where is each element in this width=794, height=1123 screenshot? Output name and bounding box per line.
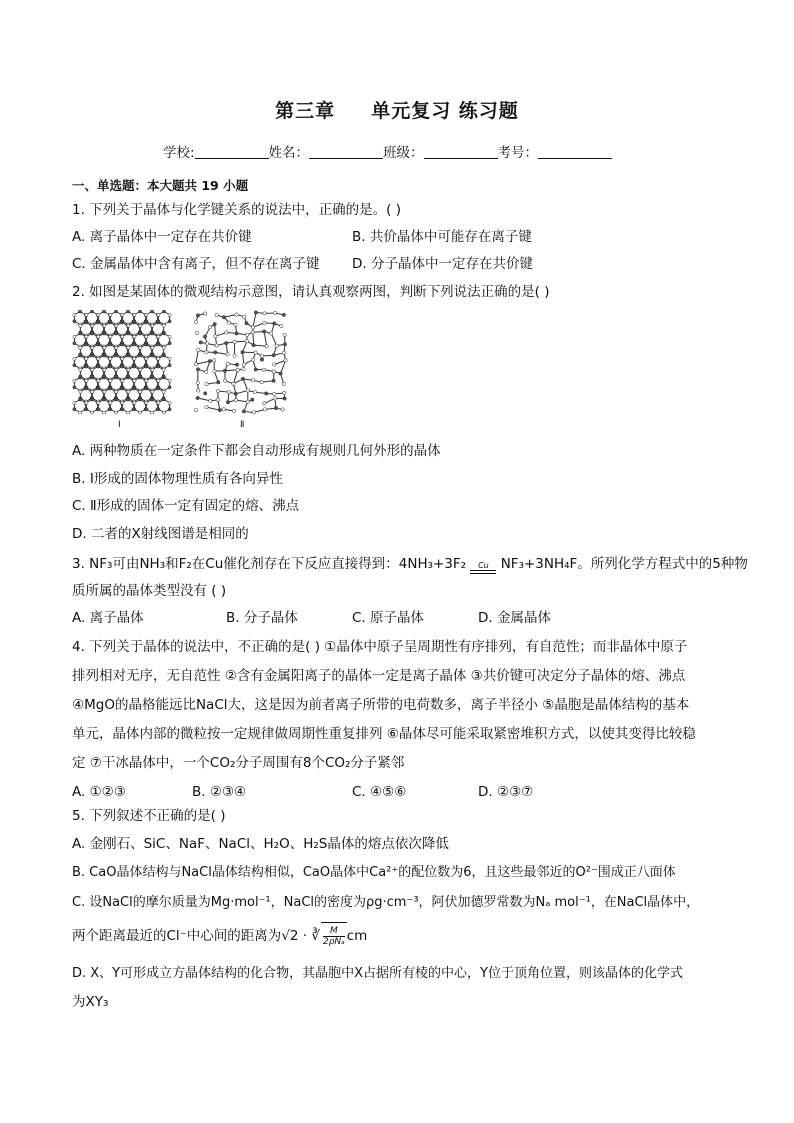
school-label: 学校: (163, 145, 195, 161)
unit-cm: cm (346, 928, 368, 944)
q5-option-d-line2: 为XY₃ (72, 994, 109, 1010)
fraction (323, 926, 345, 947)
exam-number-blank[interactable] (538, 144, 612, 159)
q5-option-d[interactable]: D. X、Y可形成立方晶体结构的化合物，其晶胞中X占据所有棱的中心，Y位于顶角位置，则该晶体的化学式 (72, 966, 683, 981)
q1-option-b[interactable]: B. 共价晶体中可能存在离子键 (352, 229, 532, 245)
radicand (321, 922, 347, 949)
q2-option-b[interactable]: B. Ⅰ形成的固体物理性质有各向异性 (72, 471, 283, 487)
title-text: 单元复习 练习题 (371, 100, 519, 122)
class-blank[interactable] (424, 144, 498, 159)
q4-line-5: 定 ⑦干冰晶体中，一个CO₂分子周围有8个CO₂分子紧邻 (72, 755, 405, 771)
q4-line-1: 4. 下列关于晶体的说法中，不正确的是( ) ①晶体中原子呈周期性有序排列，有自范性；而非晶体中原子 (72, 639, 688, 655)
q3-stem-line2: 质所属的晶体类型没有 ( ) (72, 583, 227, 599)
q4-option-b[interactable]: B. ②③④ (192, 784, 247, 800)
q5-c-text: 两个距离最近的Cl⁻中心间的距离为 (72, 928, 282, 944)
q5-stem: 5. 下列叙述不正确的是( ) (72, 808, 226, 824)
q5-option-c[interactable]: C. 设NaCl的摩尔质量为Mg·mol⁻¹，NaCl的密度为ρg·cm⁻³，阿伏加德罗常数为Nₐ mol⁻¹，在NaCl晶体中， (72, 895, 700, 910)
q3-stem-part2: NF₃+3NH₄F。所列化学方程式中的5种物 (500, 556, 748, 572)
q3-stem (72, 554, 748, 574)
catalyst-label: Cu (478, 561, 489, 570)
q4-line-2: 排列相对无序，无自范性 ②含有金属阳离子的晶体一定是离子晶体 ③共价键可决定分子晶体的熔、沸点 (72, 668, 686, 684)
q4-option-c[interactable]: C. ④⑤⑥ (352, 784, 407, 800)
figure-II-amorphous-network (192, 310, 294, 418)
q5-option-b[interactable]: B. CaO晶体结构与NaCl晶体结构相似，CaO晶体中Ca²⁺的配位数为6，且这些最邻近的O²⁻围成正八面体 (72, 865, 676, 880)
q2-option-c[interactable]: C. Ⅱ形成的固体一定有固定的熔、沸点 (72, 498, 300, 514)
q4-line-3: ④MgO的晶格能远比NaCl大，这是因为前者离子所带的电荷数多，离子半径小 ⑤晶胞是晶体结构的基本 (72, 697, 690, 713)
section-heading: 一、单选题：本大题共 19 小题 (72, 178, 249, 193)
figure-I-label: Ⅰ (118, 420, 121, 430)
q3-option-b[interactable]: B. 分子晶体 (226, 610, 298, 626)
catalyst-arrow (470, 562, 496, 574)
q3-option-d[interactable]: D. 金属晶体 (478, 610, 551, 626)
q4-line-4: 单元，晶体内部的微粒按一定规律做周期性重复排列 ⑥晶体尽可能采取紧密堆积方式，以使其变得比较稳 (72, 726, 696, 742)
q1-option-c[interactable]: C. 金属晶体中含有离子，但不存在离子键 (72, 256, 320, 272)
q3-stem-part1: 3. NF₃可由NH₃和F₂在Cu催化剂存在下反应直接得到：4NH₃+3F₂ (72, 556, 467, 572)
student-info-line (163, 141, 612, 161)
q1-option-a[interactable]: A. 离子晶体中一定存在共价键 (72, 229, 252, 245)
name-label: 姓名： (268, 145, 310, 161)
fraction-denominator: 2ρNₐ (322, 936, 345, 947)
q2-stem: 2. 如图是某固体的微观结构示意图，请认真观察两图，判断下列说法正确的是( ) (72, 284, 550, 300)
q4-option-d[interactable]: D. ②③⑦ (478, 784, 534, 800)
q5-option-a[interactable]: A. 金刚石、SiC、NaF、NaCl、H₂O、H₂S晶体的熔点依次降低 (72, 836, 449, 852)
class-label: 班级： (383, 145, 424, 161)
fraction-numerator: M (323, 926, 345, 937)
exam-number-label: 考号： (497, 145, 539, 161)
figure-I-hexagonal-lattice (72, 310, 172, 418)
q1-stem: 1. 下列关于晶体与化学键关系的说法中，正确的是。( ) (72, 202, 401, 218)
q2-option-d[interactable]: D. 二者的X射线图谱是相同的 (72, 526, 249, 542)
name-blank[interactable] (309, 144, 383, 159)
chapter-label: 第三章 (275, 100, 336, 122)
q3-option-a[interactable]: A. 离子晶体 (72, 610, 144, 626)
page-title (0, 96, 794, 123)
school-blank[interactable] (195, 144, 269, 159)
q3-option-c[interactable]: C. 原子晶体 (352, 610, 425, 626)
q1-option-d[interactable]: D. 分子晶体中一定存在共价键 (352, 256, 533, 272)
figure-II-label: Ⅱ (240, 420, 245, 430)
sqrt-symbol: √2 · ∛ (281, 928, 320, 944)
q4-option-a[interactable]: A. ①②③ (72, 784, 126, 800)
q2-option-a[interactable]: A. 两种物质在一定条件下都会自动形成有规则几何外形的晶体 (72, 443, 441, 459)
q5-option-c-line2 (72, 922, 367, 949)
